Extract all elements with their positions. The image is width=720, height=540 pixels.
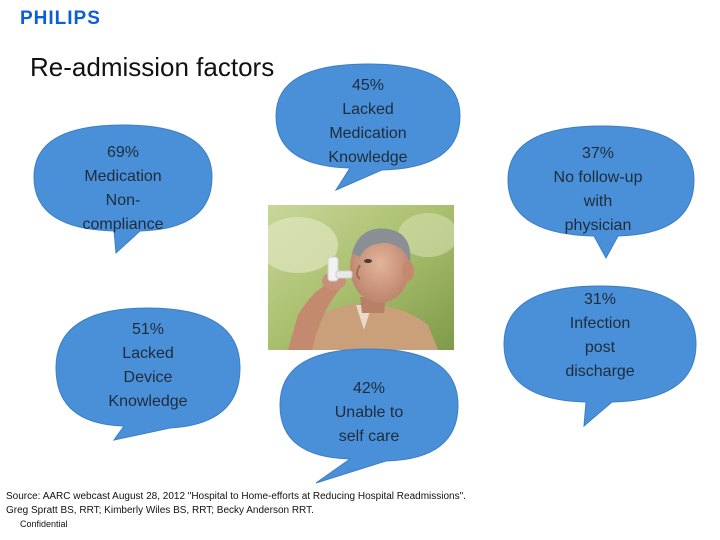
bubble-line: Knowledge bbox=[108, 393, 188, 410]
bubble-line: self care bbox=[338, 428, 400, 445]
bubble-percent: 37% bbox=[581, 145, 615, 162]
source-citation bbox=[6, 490, 466, 518]
callout-bubble-medication-noncompliance bbox=[30, 105, 216, 255]
bubble-line: No follow-up bbox=[553, 169, 643, 186]
bubble-line: Non- bbox=[105, 192, 141, 209]
bubble-line: Infection bbox=[569, 315, 631, 332]
man-using-inhaler-image bbox=[268, 205, 454, 350]
confidential-label: Confidential bbox=[20, 519, 68, 529]
source-line: Greg Spratt BS, RRT; Kimberly Wiles BS, RRT; Becky Anderson RRT. bbox=[6, 505, 314, 516]
bubble-percent: 51% bbox=[131, 321, 165, 338]
bubble-line: Medication bbox=[329, 125, 407, 142]
bubble-percent: 31% bbox=[583, 291, 617, 308]
bubble-line: post bbox=[584, 339, 616, 356]
bubble-percent: 45% bbox=[351, 77, 385, 94]
bubble-line: Lacked bbox=[122, 345, 174, 362]
bubble-line: with bbox=[583, 193, 613, 210]
bubble-line: Knowledge bbox=[328, 149, 408, 166]
philips-logo: PHILIPS bbox=[20, 8, 101, 29]
slide-title: Re-admission factors bbox=[30, 52, 275, 82]
callout-bubble-no-follow-up bbox=[498, 110, 698, 260]
bubble-line: Unable to bbox=[334, 404, 404, 421]
bubble-line: compliance bbox=[82, 216, 164, 233]
bubble-percent: 42% bbox=[352, 380, 386, 397]
callout-bubble-infection bbox=[500, 280, 700, 430]
bubble-line: physician bbox=[564, 217, 632, 234]
callout-bubble-medication-knowledge bbox=[272, 62, 464, 192]
bubble-line: Device bbox=[123, 369, 173, 386]
bubble-line: Medication bbox=[84, 168, 162, 185]
source-line: Source: AARC webcast August 28, 2012 "Hospital to Home-efforts at Reducing Hospital Readmissions". bbox=[6, 491, 466, 502]
bubble-percent: 69% bbox=[106, 144, 140, 161]
callout-bubble-self-care bbox=[276, 345, 462, 485]
callout-bubble-device-knowledge bbox=[52, 300, 244, 445]
bubble-line: Lacked bbox=[342, 101, 394, 118]
bubble-line: discharge bbox=[565, 363, 635, 380]
